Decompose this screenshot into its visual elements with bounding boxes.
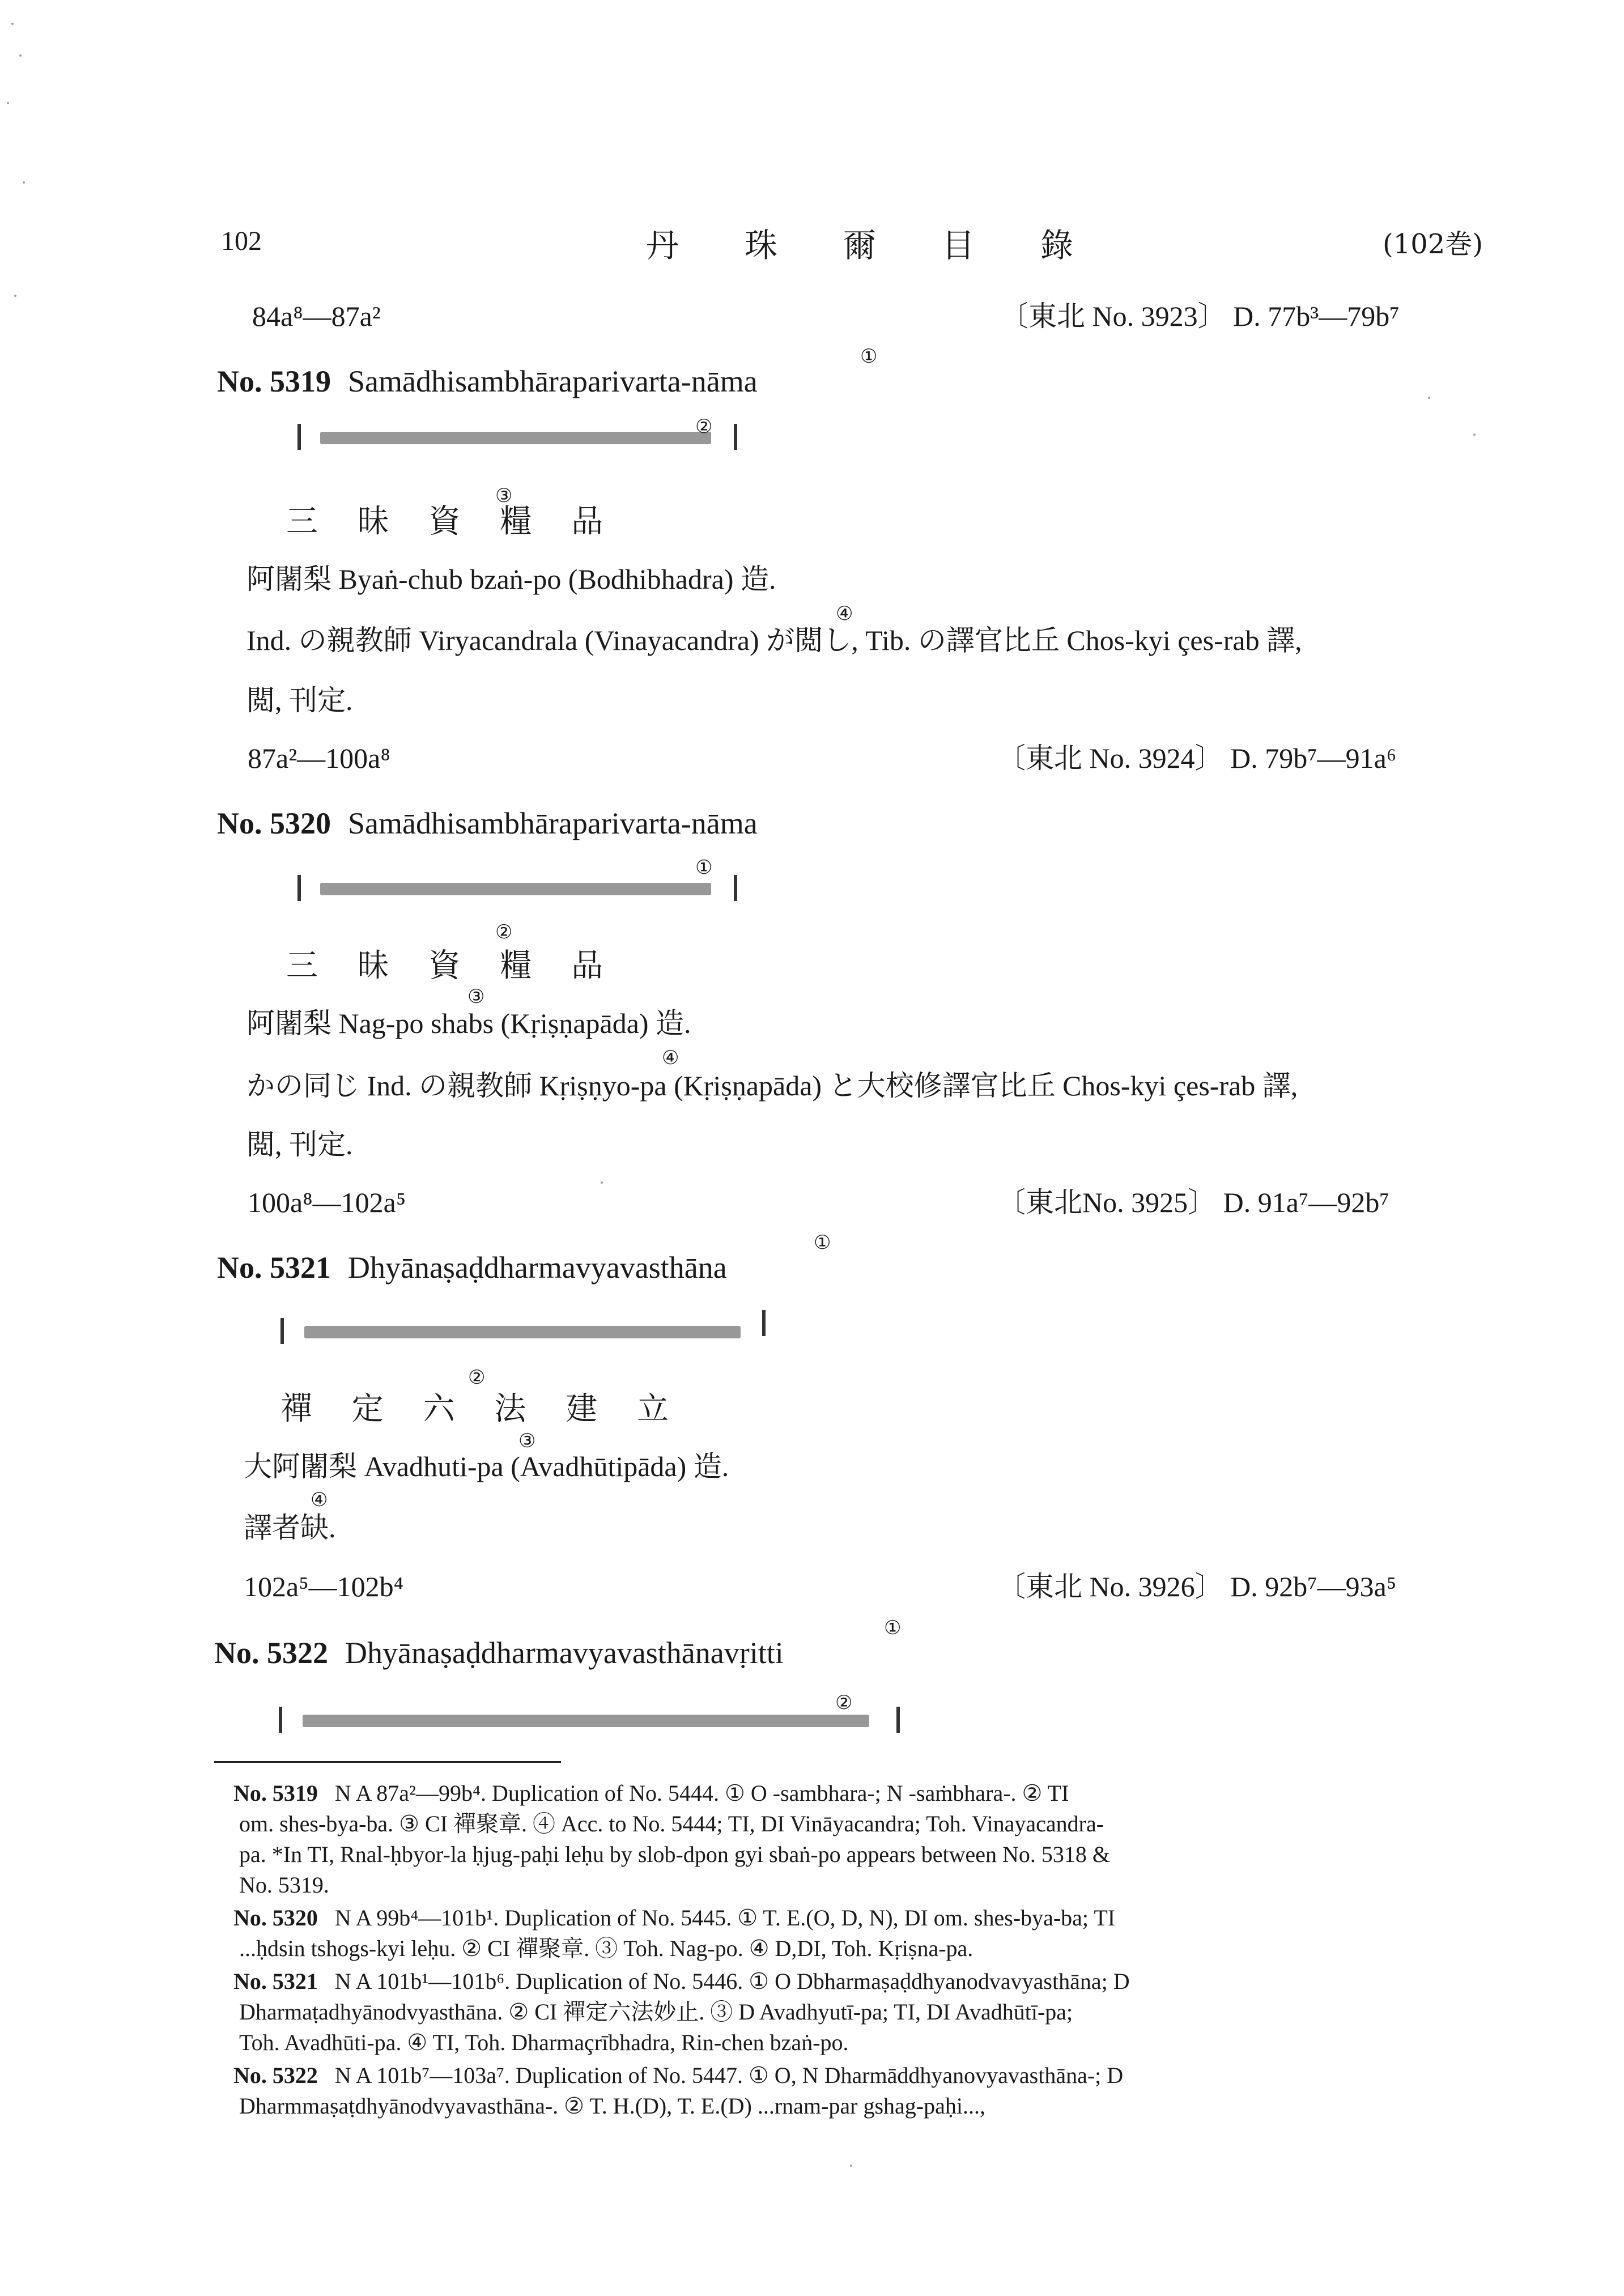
scan-speck [14, 295, 16, 297]
footnote-line: N A 101b¹—101b⁶. Duplication of No. 5446. ① O Dbharmaṣaḍdhyanodvavyasthāna; D [334, 1968, 1130, 1994]
footnote-line: Dharmaṭadhyānodvyasthāna. ② CI 禪定六法妙止. ③ D Avadhyutī-pa; TI, DI Avadhūtī-pa; [239, 1999, 1073, 2025]
footnote-line: pa. *In TI, Rnal-ḥbyor-la ḥjug-paḥi leḥu by slob-dpon gyi sbaṅ-po appears between No. 5318 & [239, 1842, 1111, 1867]
entry-5322 [214, 1635, 784, 1670]
footnote-line: om. shes-bya-ba. ③ CI 禪聚章. ④ Acc. to No. 5444; TI, DI Vināyacandra; Toh. Vinayacandra- [239, 1811, 1104, 1836]
footnote-line: N A 87a²—99b⁴. Duplication of No. 5444. ① O -sambhara-; N -saṁbhara-. ② TI [334, 1780, 1069, 1806]
scan-speck [601, 1181, 603, 1184]
folio-range: 102a⁵—102b⁴ [244, 1571, 404, 1602]
note-marker: ③ [467, 985, 485, 1008]
footnote-rule [214, 1761, 561, 1763]
folio-range: 100a⁸—102a⁵ [248, 1187, 406, 1218]
translation-line: 閲, 刊定. [246, 1129, 353, 1160]
note-marker: ① [814, 1231, 831, 1254]
scan-speck [850, 2165, 852, 2167]
scan-speck [1428, 397, 1430, 399]
tibetan-title-5320 [297, 875, 739, 901]
footnote-line: ...ḥdsin tshogs-kyi leḥu. ② CI 禪聚章. ③ Toh. Nag-po. ④ D,DI, Toh. Kṛiṣna-pa. [239, 1936, 973, 1961]
note-marker: ③ [518, 1430, 536, 1452]
footnote-5319 [233, 1778, 1110, 1900]
entry-sanskrit-title: Samādhisambhāraparivarta-nāma [348, 364, 758, 398]
footnote-line: Dharmmaṣaṭdhyānodvyavasthāna-. ② T. H.(D), T. E.(D) ...rnam-par gshag-paḥi..., [239, 2093, 985, 2119]
entry-number: No. 5322 [214, 1636, 328, 1670]
chinese-title-5321: 禪 定 六 法 建 立 [280, 1391, 684, 1427]
author-line: 阿闍梨 Nag-po shabs (Kṛiṣṇapāda) 造. [246, 1007, 691, 1039]
entry-sanskrit-title: Dhyānaṣaḍdharmavyavasthāna [348, 1251, 727, 1285]
note-marker: ③ [495, 484, 513, 507]
note-marker: ① [695, 856, 713, 879]
scan-speck [11, 23, 14, 25]
translation-line: かの同じ Ind. の親教師 Kṛiṣṇyo-pa (Kṛiṣṇapāda) と大校修譯官比丘 Chos-kyi çes-rab 譯, [246, 1070, 1298, 1102]
footnote-entry-number: No. 5321 [233, 1968, 318, 1994]
entry-5320 [217, 806, 758, 841]
tibetan-title-5322 [279, 1707, 902, 1733]
tibetan-title-5321 [280, 1318, 768, 1344]
page-number: 102 [221, 226, 262, 256]
author-line: 大阿闍梨 Avadhuti-pa (Avadhūtipāda) 造. [244, 1451, 729, 1482]
entry-sanskrit-title: Dhyānaṣaḍdharmavyavasthānavṛitti [345, 1636, 784, 1670]
entry-number: No. 5319 [217, 364, 331, 398]
footnote-line: N A 99b⁴—101b¹. Duplication of No. 5445. ① T. E.(O, D, N), DI om. shes-bya-ba; TI [334, 1905, 1116, 1931]
note-marker: ④ [836, 602, 853, 625]
translation-line: 閲, 刊定. [246, 684, 353, 716]
entry-number: No. 5320 [217, 806, 331, 840]
note-marker: ① [884, 1617, 902, 1639]
scan-speck [23, 181, 25, 184]
entry-sanskrit-title: Samādhisambhāraparivarta-nāma [348, 806, 758, 840]
scan-speck [19, 54, 22, 57]
footnote-line: No. 5319. [239, 1872, 329, 1898]
footnote-entry-number: No. 5322 [233, 2063, 318, 2088]
translation-line: Ind. の親教師 Viryacandrala (Vinayacandra) が閲し, Tib. の譯官比丘 Chos-kyi çes-rab 譯, [246, 624, 1302, 656]
entry-5319 [217, 364, 758, 399]
note-marker: ① [860, 345, 878, 368]
volume-label: (102巻) [1383, 228, 1483, 260]
footnote-entry-number: No. 5320 [233, 1905, 318, 1931]
chinese-title-5319: 三 昧 資 糧 品 [286, 503, 618, 540]
tohoku-reference: 〔東北 No. 3926〕 D. 92b⁷—93a⁵ [997, 1571, 1397, 1602]
note-marker: ④ [662, 1047, 679, 1069]
author-line: 阿闍梨 Byaṅ-chub bzaṅ-po (Bodhibhadra) 造. [246, 563, 776, 595]
footnote-5322 [233, 2060, 1123, 2121]
note-marker: ② [468, 1366, 486, 1389]
footnote-line: Toh. Avadhūti-pa. ④ TI, Toh. Dharmaçrībhadra, Rin-chen bzaṅ-po. [239, 2030, 849, 2055]
running-title: 丹 珠 爾 目 錄 [646, 226, 1074, 265]
tohoku-reference: 〔東北No. 3925〕 D. 91a⁷—92b⁷ [997, 1187, 1389, 1218]
entry-5321 [217, 1250, 727, 1285]
chinese-title-5320: 三 昧 資 糧 品 [286, 947, 618, 984]
folio-range: 84a⁸—87a² [252, 300, 381, 332]
note-marker: ② [495, 921, 513, 943]
translator-missing-line: 譯者缺. [244, 1512, 336, 1544]
note-marker: ④ [311, 1489, 328, 1511]
scan-speck [1473, 433, 1476, 436]
footnote-line: N A 101b⁷—103a⁷. Duplication of No. 5447. ① O, N Dharmāddhyanovyavasthāna-; D [334, 2063, 1124, 2088]
note-marker: ② [835, 1691, 853, 1714]
tohoku-reference: 〔東北 No. 3924〕 D. 79b⁷—91a⁶ [997, 742, 1397, 774]
footnote-5320 [233, 1903, 1115, 1964]
footnote-entry-number: No. 5319 [233, 1780, 318, 1806]
folio-range: 87a²—100a⁸ [248, 742, 390, 774]
scan-speck [7, 102, 9, 104]
tibetan-title-5319 [297, 424, 739, 450]
note-marker: ② [695, 415, 713, 438]
tohoku-reference: 〔東北 No. 3923〕 D. 77b³—79b⁷ [1000, 300, 1400, 332]
footnote-5321 [233, 1966, 1130, 2058]
entry-number: No. 5321 [217, 1251, 331, 1285]
